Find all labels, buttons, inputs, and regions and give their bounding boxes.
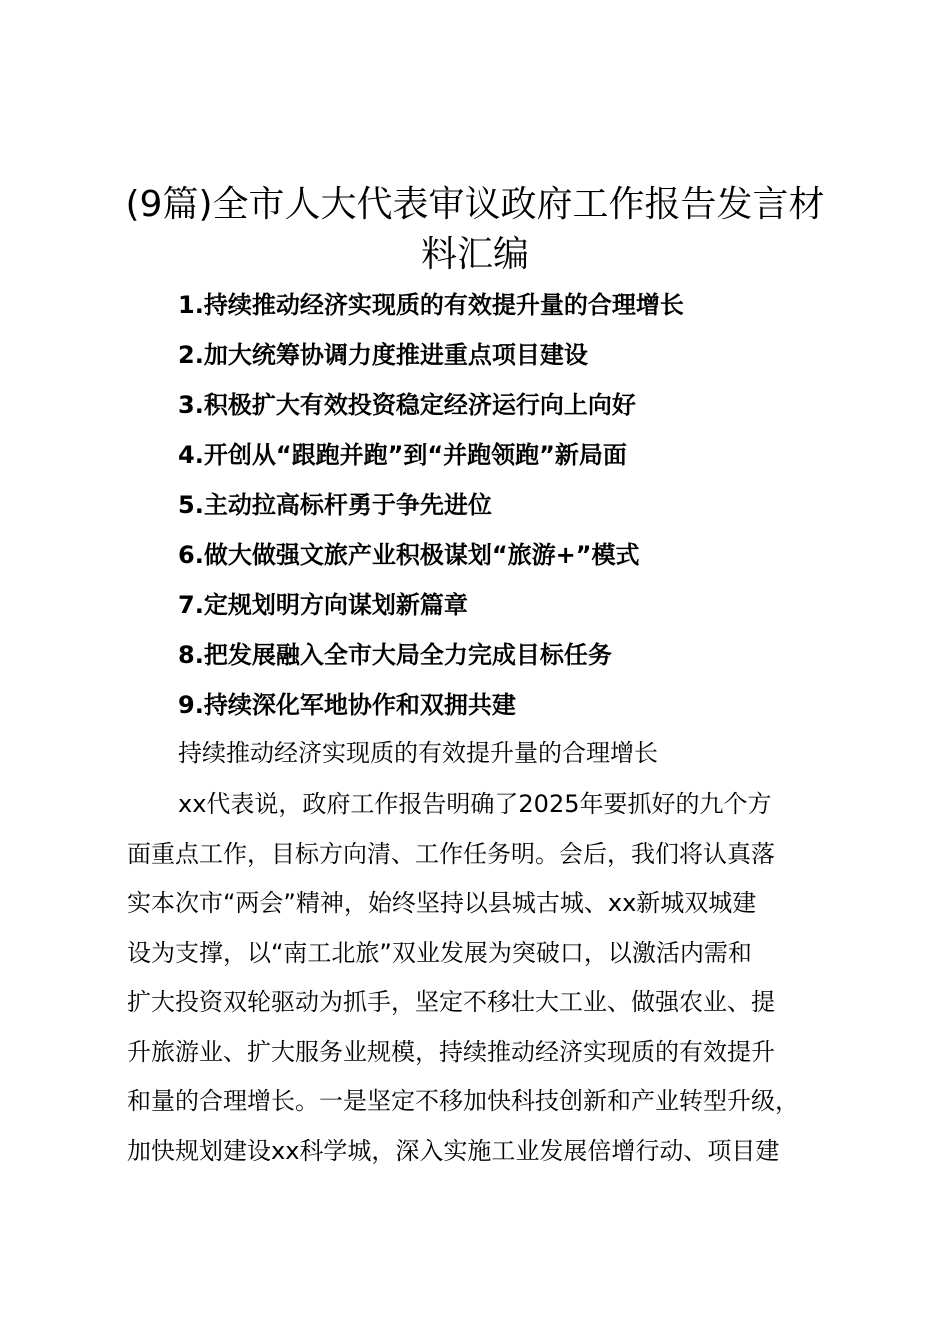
toc-item-4: 4.开创从“跟跑并跑”到“并跑领跑”新局面 — [178, 441, 627, 469]
toc-item-9: 9.持续深化军地协作和双拥共建 — [178, 691, 516, 719]
body-line-5: 扩大投资双轮驱动为抓手，坚定不移壮大工业、做强农业、提 — [127, 988, 775, 1016]
body-line-2: 面重点工作，目标方向清、工作任务明。会后，我们将认真落 — [127, 839, 775, 868]
body-line-6: 升旅游业、扩大服务业规模，持续推动经济实现质的有效提升 — [127, 1037, 775, 1066]
body-line-1: xx代表说，政府工作报告明确了2025年要抓好的九个方 — [178, 790, 772, 818]
toc-item-8: 8.把发展融入全市大局全力完成目标任务 — [178, 641, 612, 669]
table-of-contents — [178, 283, 684, 733]
body-line-8: 加快规划建设xx科学城，深入实施工业发展倍增行动、项目建 — [127, 1136, 780, 1165]
body-line-4: 设为支撑，以“南工北旅”双业发展为突破口，以激活内需和 — [127, 938, 752, 967]
body-line-7: 和量的合理增长。一是坚定不移加快科技创新和产业转型升级， — [127, 1087, 799, 1115]
body-paragraph — [127, 780, 849, 1176]
toc-item-2: 2.加大统筹协调力度推进重点项目建设 — [178, 341, 588, 369]
toc-item-1: 1.持续推动经济实现质的有效提升量的合理增长 — [178, 291, 684, 319]
title-line-2: 料汇编 — [420, 234, 529, 275]
toc-item-5: 5.主动拉高标杆勇于争先进位 — [178, 491, 492, 519]
title-line-1: (9篇)全市人大代表审议政府工作报告发言材 — [125, 184, 825, 225]
body-line-3: 实本次市“两会”精神，始终坚持以县城古城、xx新城双城建 — [127, 889, 757, 917]
toc-item-3: 3.积极扩大有效投资稳定经济运行向上向好 — [178, 391, 636, 419]
document-title — [100, 180, 850, 280]
section-heading: 持续推动经济实现质的有效提升量的合理增长 — [178, 739, 658, 767]
toc-item-7: 7.定规划明方向谋划新篇章 — [178, 591, 468, 619]
toc-item-6: 6.做大做强文旅产业积极谋划“旅游+”模式 — [178, 541, 640, 569]
